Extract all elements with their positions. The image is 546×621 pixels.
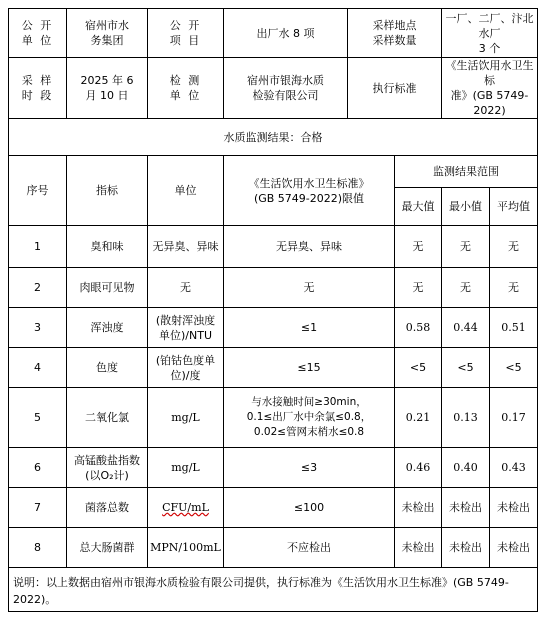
row-min: 0.13 xyxy=(442,388,490,448)
standard-label: 执行标准 xyxy=(348,58,442,119)
col-unit: 单位 xyxy=(148,156,224,226)
sampling-time-label: 采 样 时 段 xyxy=(9,58,67,119)
row-avg: 未检出 xyxy=(490,528,538,568)
row-seq: 7 xyxy=(9,488,67,528)
col-min: 最小值 xyxy=(442,188,490,226)
row-indicator: 肉眼可见物 xyxy=(67,268,148,308)
item-label: 公 开 项 目 xyxy=(148,9,224,58)
col-avg: 平均值 xyxy=(490,188,538,226)
row-limit: ≤1 xyxy=(224,308,395,348)
row-avg: 0.51 xyxy=(490,308,538,348)
item-value: 出厂水 8 项 xyxy=(224,9,348,58)
row-seq: 2 xyxy=(9,268,67,308)
row-avg: 未检出 xyxy=(490,488,538,528)
row-min: 未检出 xyxy=(442,488,490,528)
row-max: 0.21 xyxy=(395,388,442,448)
standard-value: 《生活饮用水卫生标 准》(GB 5749-2022) xyxy=(442,58,538,119)
col-limit: 《生活饮用水卫生标准》 (GB 5749-2022)限值 xyxy=(224,156,395,226)
row-limit: 与水接触时间≥30min， 0.1≤出厂水中余氯≤0.8， 0.02≤管网末梢水≤0.8 xyxy=(224,388,395,448)
lab-label: 检 测 单 位 xyxy=(148,58,224,119)
col-seq: 序号 xyxy=(9,156,67,226)
row-indicator: 色度 xyxy=(67,348,148,388)
row-max: 无 xyxy=(395,268,442,308)
header-row-2 xyxy=(9,58,538,119)
row-unit: (铂钴色度单 位)/度 xyxy=(148,348,224,388)
row-min: 未检出 xyxy=(442,528,490,568)
table-row xyxy=(9,226,538,268)
row-indicator: 臭和味 xyxy=(67,226,148,268)
col-range-group: 监测结果范围 xyxy=(395,156,538,188)
row-avg: 无 xyxy=(490,226,538,268)
result-row xyxy=(9,119,538,156)
sampling-location-label: 采样地点 采样数量 xyxy=(348,9,442,58)
row-limit: ≤100 xyxy=(224,488,395,528)
column-header-row-1 xyxy=(9,156,538,188)
row-limit: ≤15 xyxy=(224,348,395,388)
row-seq: 6 xyxy=(9,448,67,488)
footnote: 说明：以上数据由宿州市银海水质检验有限公司提供，执行标准为《生活饮用水卫生标准》(GB 5749-2022)。 xyxy=(9,568,538,612)
table-row xyxy=(9,448,538,488)
row-limit: 不应检出 xyxy=(224,528,395,568)
row-seq: 8 xyxy=(9,528,67,568)
row-limit: 无异臭、异味 xyxy=(224,226,395,268)
row-indicator: 菌落总数 xyxy=(67,488,148,528)
water-quality-table xyxy=(8,8,538,612)
row-max: 未检出 xyxy=(395,488,442,528)
row-indicator: 高锰酸盐指数 (以O₂计) xyxy=(67,448,148,488)
table-row xyxy=(9,348,538,388)
row-unit: 无异臭、异味 xyxy=(148,226,224,268)
row-max: 未检出 xyxy=(395,528,442,568)
row-indicator: 总大肠菌群 xyxy=(67,528,148,568)
col-max: 最大值 xyxy=(395,188,442,226)
sampling-time-value: 2025 年 6 月 10 日 xyxy=(67,58,148,119)
row-avg: 无 xyxy=(490,268,538,308)
table-row xyxy=(9,388,538,448)
note-row xyxy=(9,568,538,612)
publisher-label: 公 开 单 位 xyxy=(9,9,67,58)
row-min: 无 xyxy=(442,226,490,268)
row-unit: CFU/mL xyxy=(148,488,224,528)
lab-value: 宿州市银海水质 检验有限公司 xyxy=(224,58,348,119)
row-limit: 无 xyxy=(224,268,395,308)
row-min: 无 xyxy=(442,268,490,308)
row-unit: mg/L xyxy=(148,388,224,448)
sampling-location-value: 一厂、二厂、汴北水厂 3 个 xyxy=(442,9,538,58)
row-min: <5 xyxy=(442,348,490,388)
row-max: 0.58 xyxy=(395,308,442,348)
table-row xyxy=(9,268,538,308)
row-seq: 3 xyxy=(9,308,67,348)
row-seq: 1 xyxy=(9,226,67,268)
row-indicator: 二氧化氯 xyxy=(67,388,148,448)
row-avg: <5 xyxy=(490,348,538,388)
row-max: 无 xyxy=(395,226,442,268)
col-indicator: 指标 xyxy=(67,156,148,226)
header-row-1 xyxy=(9,9,538,58)
row-seq: 5 xyxy=(9,388,67,448)
row-unit: (散射浑浊度 单位)/NTU xyxy=(148,308,224,348)
row-indicator: 浑浊度 xyxy=(67,308,148,348)
row-limit: ≤3 xyxy=(224,448,395,488)
row-unit: MPN/100mL xyxy=(148,528,224,568)
table-row xyxy=(9,528,538,568)
row-min: 0.44 xyxy=(442,308,490,348)
row-min: 0.40 xyxy=(442,448,490,488)
result-text: 水质监测结果：合格 xyxy=(9,119,538,156)
row-max: <5 xyxy=(395,348,442,388)
row-avg: 0.17 xyxy=(490,388,538,448)
row-unit: 无 xyxy=(148,268,224,308)
row-unit: mg/L xyxy=(148,448,224,488)
row-avg: 0.43 xyxy=(490,448,538,488)
table-row xyxy=(9,488,538,528)
table-row xyxy=(9,308,538,348)
publisher-value: 宿州市水 务集团 xyxy=(67,9,148,58)
row-max: 0.46 xyxy=(395,448,442,488)
row-seq: 4 xyxy=(9,348,67,388)
